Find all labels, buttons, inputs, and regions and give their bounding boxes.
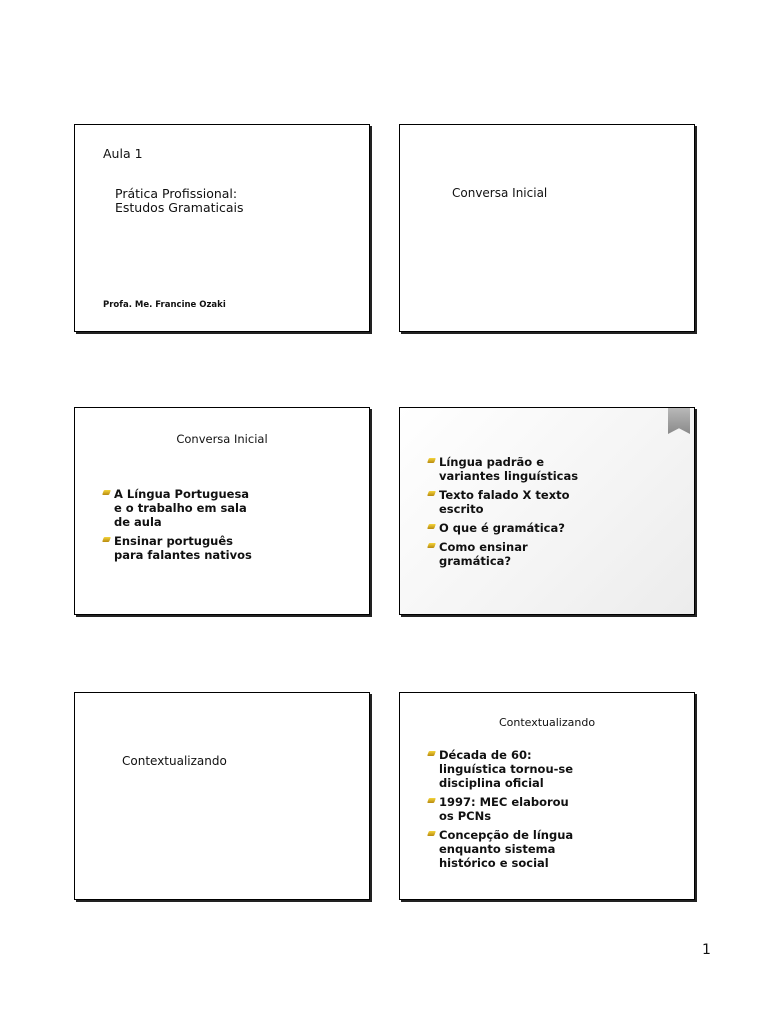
slide-3 (74, 407, 370, 615)
slide-2-title: Conversa Inicial (452, 186, 548, 200)
list-item: Década de 60: linguística tornou-se disciplina oficial (428, 748, 573, 790)
list-item: 1997: MEC elaborou os PCNs (428, 795, 573, 823)
slide-5 (74, 692, 370, 900)
bullet-icon (427, 831, 436, 836)
bullet-icon (102, 537, 111, 542)
bullet-icon (427, 491, 436, 496)
slide-3-bullet-list (103, 487, 252, 567)
slide-6 (399, 692, 695, 900)
list-item: Texto falado X texto escrito (428, 488, 578, 516)
slide-4-bullet-list (428, 455, 578, 573)
bullet-icon (427, 524, 436, 529)
slide-1-title-line-2: Estudos Gramaticais (115, 200, 244, 215)
slide-6-bullet-list (428, 748, 573, 875)
list-item: Ensinar português para falantes nativos (103, 534, 252, 562)
list-item: A Língua Portuguesa e o trabalho em sala de aula (103, 487, 252, 529)
slide-3-title: Conversa Inicial (176, 432, 268, 446)
slide-5-title: Contextualizando (122, 754, 227, 768)
slide-1-lesson: Aula 1 (103, 146, 143, 161)
page-number: 1 (702, 942, 711, 958)
bullet-icon (427, 751, 436, 756)
list-item: Como ensinar gramática? (428, 540, 578, 568)
slide-1-title-line-1: Prática Profissional: (115, 186, 238, 201)
slide-6-title: Contextualizando (498, 716, 596, 729)
bullet-icon (102, 490, 111, 495)
list-item: Concepção de língua enquanto sistema histórico e social (428, 828, 573, 870)
bookmark-ribbon-icon (668, 408, 690, 434)
slide-1 (74, 124, 370, 332)
slide-2 (399, 124, 695, 332)
list-item: Língua padrão e variantes linguísticas (428, 455, 578, 483)
bullet-icon (427, 543, 436, 548)
slide-1-author: Profa. Me. Francine Ozaki (103, 300, 226, 310)
list-item: O que é gramática? (428, 521, 578, 535)
bullet-icon (427, 798, 436, 803)
slide-4 (399, 407, 695, 615)
bullet-icon (427, 458, 436, 463)
